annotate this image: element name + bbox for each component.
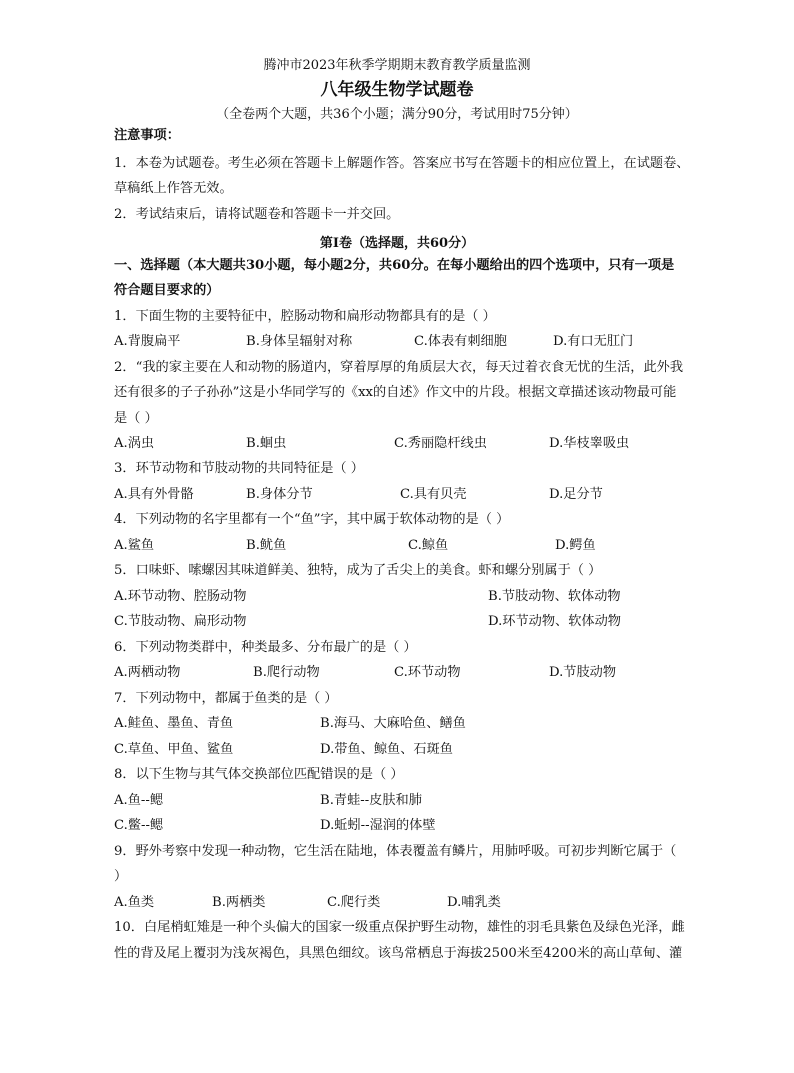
question-5-stem: 5．口味虾、嗦螺因其味道鲜美、独特，成为了舌尖上的美食。虾和螺分别属于（ ） — [114, 563, 602, 578]
question-9-option-b: B.两栖类 — [212, 895, 266, 910]
question-6-option-b: B.爬行动物 — [253, 665, 320, 680]
question-3-stem: 3．环节动物和节肢动物的共同特征是（ ） — [114, 461, 364, 476]
question-3-option-c: C.具有贝壳 — [400, 487, 467, 502]
question-1-option-a: A.背腹扁平 — [114, 334, 181, 349]
question-7-option-c: C.草鱼、甲鱼、鲨鱼 — [114, 742, 234, 757]
question-7-option-b: B.海马、大麻哈鱼、鳝鱼 — [320, 716, 466, 731]
question-4-option-a: A.鲨鱼 — [114, 538, 155, 553]
question-5-option-d: D.环节动物、软体动物 — [488, 614, 621, 629]
question-1-option-c: C.体表有刺细胞 — [414, 334, 507, 349]
question-7-stem: 7．下列动物中，都属于鱼类的是（ ） — [114, 691, 338, 706]
question-2-stem-a: 2．“我的家主要在人和动物的肠道内，穿着厚厚的角质层大衣，每天过着衣食无忧的生活，此外我 — [114, 360, 684, 375]
notes-heading: 注意事项： — [114, 128, 180, 143]
question-8-option-b: B.青蛙--皮肤和肺 — [320, 793, 422, 808]
question-6-option-a: A.两栖动物 — [114, 665, 181, 680]
question-4-option-b: B.鱿鱼 — [246, 538, 287, 553]
question-2-option-a: A.涡虫 — [114, 436, 155, 451]
question-9-option-a: A.鱼类 — [114, 895, 155, 910]
question-2-stem-c: 是（ ） — [114, 411, 158, 426]
exam-title: 八年级生物学试题卷 — [320, 80, 474, 100]
question-9-option-d: D.哺乳类 — [447, 895, 501, 910]
exam-header-line: 腾冲市2023年秋季学期期末教育教学质量监测 — [263, 58, 531, 73]
section-intro-line-b: 符合题目要求的） — [114, 283, 220, 298]
note-1-line-b: 草稿纸上作答无效。 — [114, 181, 233, 196]
question-4-option-c: C.鲸鱼 — [408, 538, 449, 553]
question-2-stem-b: 还有很多的子子孙孙”这是小华同学写的《xx的自述》作文中的片段。根据文章描述该动物最可能 — [114, 385, 677, 400]
question-2-option-c: C.秀丽隐杆线虫 — [394, 436, 487, 451]
note-2: 2．考试结束后，请将试题卷和答题卡一并交回。 — [114, 207, 400, 222]
question-5-option-b: B.节肢动物、软体动物 — [488, 589, 621, 604]
question-1-option-b: B.身体呈辐射对称 — [246, 334, 353, 349]
question-7-option-a: A.鲑鱼、墨鱼、青鱼 — [114, 716, 234, 731]
question-2-option-b: B.蛔虫 — [246, 436, 287, 451]
question-6-stem: 6．下列动物类群中，种类最多、分布最广的是（ ） — [114, 640, 417, 655]
question-5-option-c: C.节肢动物、扁形动物 — [114, 614, 247, 629]
question-8-option-c: C.鳖--鳃 — [114, 818, 164, 833]
question-7-option-d: D.带鱼、鲸鱼、石斑鱼 — [320, 742, 453, 757]
question-3-option-d: D.足分节 — [549, 487, 603, 502]
question-6-option-c: C.环节动物 — [394, 665, 461, 680]
question-4-stem: 4．下列动物的名字里都有一个“鱼”字，其中属于软体动物的是（ ） — [114, 512, 510, 527]
question-5-option-a: A.环节动物、腔肠动物 — [114, 589, 247, 604]
question-9-option-c: C.爬行类 — [327, 895, 381, 910]
question-3-option-a: A.具有外骨骼 — [114, 487, 194, 502]
question-3-option-b: B.身体分节 — [246, 487, 313, 502]
question-9-stem-a: 9．野外考察中发现一种动物，它生活在陆地，体表覆盖有鳞片，用肺呼吸。可初步判断它属于（ — [114, 844, 677, 859]
question-2-option-d: D.华枝睾吸虫 — [549, 436, 630, 451]
exam-subtitle: （全卷两个大题，共36个小题；满分90分，考试用时75分钟） — [216, 107, 578, 122]
note-1-line-a: 1．本卷为试题卷。考生必须在答题卡上解题作答。答案应书写在答题卡的相应位置上，在试题卷、 — [114, 156, 690, 171]
question-1-option-d: D.有口无肛门 — [553, 334, 634, 349]
question-4-option-d: D.鳄鱼 — [555, 538, 596, 553]
section-title: 第Ⅰ卷（选择题，共60分） — [319, 236, 475, 251]
question-10-stem-a: 10．白尾梢虹雉是一种个头偏大的国家一级重点保护野生动物，雄性的羽毛具紫色及绿色光泽，雌 — [114, 920, 685, 935]
question-6-option-d: D.节肢动物 — [549, 665, 617, 680]
section-intro-line-a: 一、选择题（本大题共30小题，每小题2分，共60分。在每小题给出的四个选项中，只有一项是 — [114, 258, 675, 273]
question-8-option-d: D.蚯蚓--湿润的体壁 — [320, 818, 436, 833]
question-8-stem: 8．以下生物与其气体交换部位匹配错误的是（ ） — [114, 767, 404, 782]
question-10-stem-b: 性的背及尾上覆羽为浅灰褐色，具黑色细纹。该鸟常栖息于海拔2500米至4200米的高山草甸、灌 — [114, 946, 683, 961]
question-1-stem: 1．下面生物的主要特征中，腔肠动物和扁形动物都具有的是（ ） — [114, 309, 496, 324]
question-8-option-a: A.鱼--鳃 — [114, 793, 164, 808]
question-9-stem-b: ） — [114, 869, 128, 884]
